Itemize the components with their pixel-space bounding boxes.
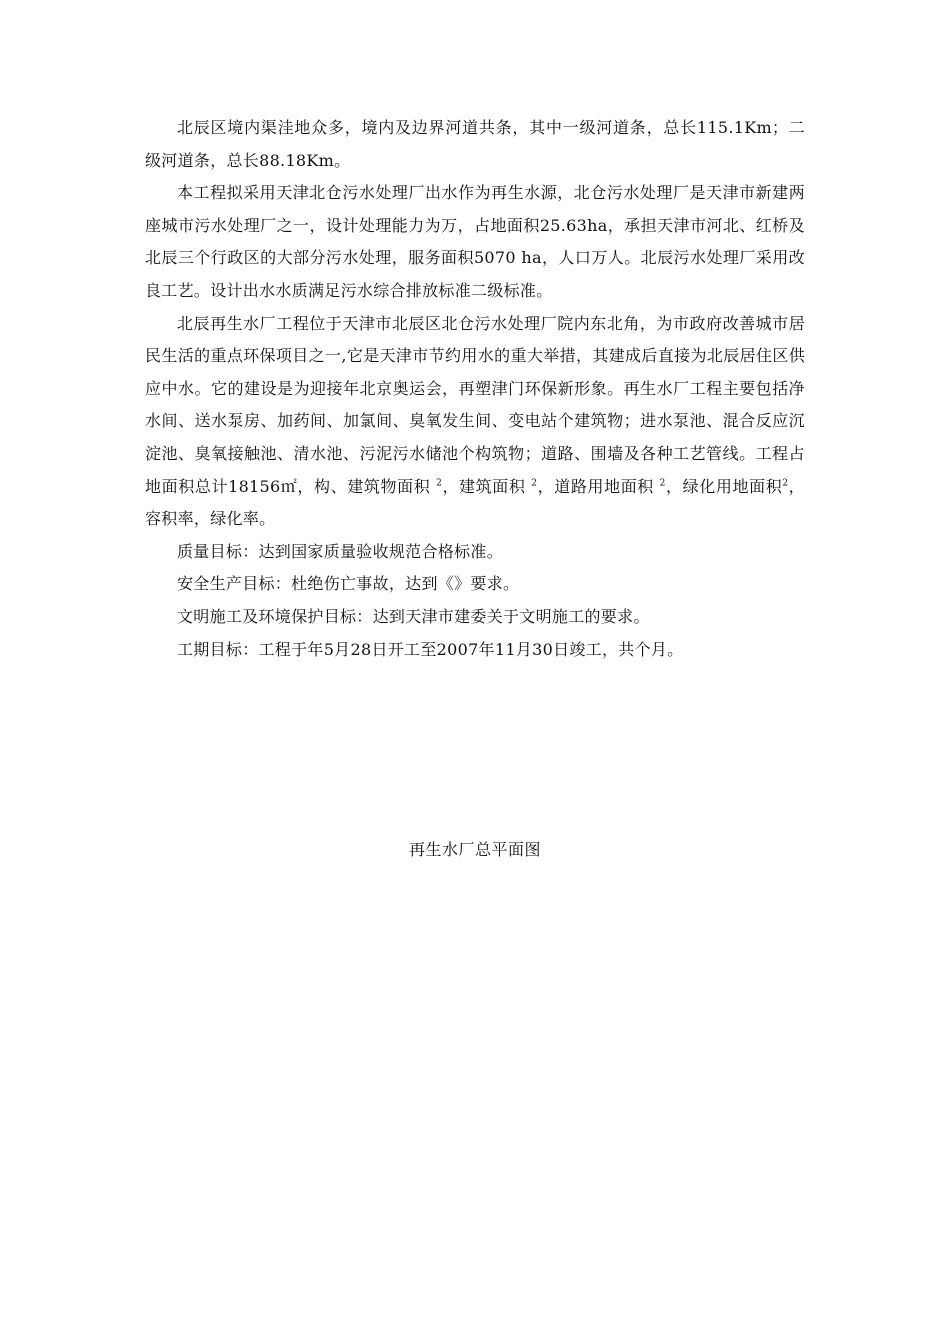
superscript-1: 2 <box>436 478 443 489</box>
paragraph-safety-goal: 安全生产目标：杜绝伤亡事故，达到《》要求。 <box>177 574 520 594</box>
paragraph-project-description <box>145 308 805 536</box>
paragraph-quality-goal: 质量目标：达到国家质量验收规范合格标准。 <box>177 541 504 561</box>
project-text-4: ，绿化用地面积 <box>665 476 783 496</box>
paragraph-civilized-construction-goal: 文明施工及环境保护目标：达到天津市建委关于文明施工的要求。 <box>177 606 650 626</box>
superscript-3: 2 <box>659 478 666 489</box>
document-body <box>145 112 805 666</box>
paragraph-schedule-goal: 工期目标：工程于年5月28日开工至2007年11月30日竣工，共个月。 <box>177 639 684 659</box>
project-text-1: 北辰再生水厂工程位于天津市北辰区北仓污水处理厂院内东北角，为市政府改善城市居民生活的重点环保项目之一,它是天津市节约用水的重大举措，其建成后直接为北辰居住区供应中水。它的建设是为迎接年北京奥运会，再塑津门环保新形象。再生水厂工程主要包括净水间、送水泵房、加药间、加氯间、臭氧发生间、变电站个建筑物；进水泵池、混合反应沉淀池、臭氧接触池、清水池、污泥污水储池个构筑物；道路、围墙及各种工艺管线。工程占地面积总计18156㎡，构、建筑物面积 <box>145 313 805 496</box>
paragraph-river-overview: 北辰区境内渠洼地众多，境内及边界河道共条，其中一级河道条，总长115.1Km；二级河道条，总长88.18Km。 <box>145 118 805 170</box>
paragraph-water-source: 本工程拟采用天津北仓污水处理厂出水作为再生水源，北仓污水处理厂是天津市新建两座城市污水处理厂之一，设计处理能力为万，占地面积25.63ha，承担天津市河北、红桥及北辰三个行政区的大部分污水处理，服务面积5070 ha，人口万人。北辰污水处理厂采用改良工艺。设计出水水质满足污水综合排放标准二级标准。 <box>145 183 805 300</box>
superscript-2: 2 <box>531 478 538 489</box>
project-text-3: ，道路用地面积 <box>537 476 660 496</box>
figure-caption: 再生水厂总平面图 <box>408 840 541 859</box>
project-text-5: ，容积率，绿化率。 <box>145 476 805 529</box>
superscript-4: 2 <box>782 478 789 489</box>
project-text-2: ，建筑面积 <box>442 476 532 496</box>
